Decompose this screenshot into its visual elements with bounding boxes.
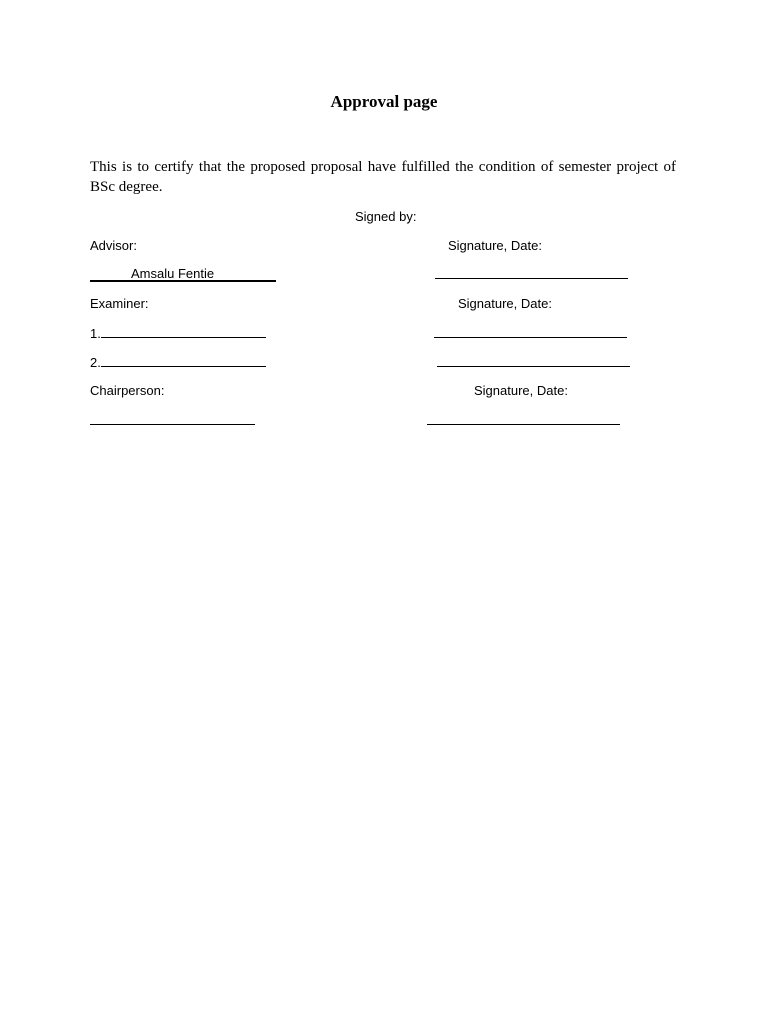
page-title: Approval page	[330, 92, 438, 111]
examiner-signature-line-2	[437, 354, 630, 371]
advisor-name-line	[90, 265, 276, 282]
advisor-signature-line	[435, 266, 628, 283]
advisor-signature-label: Signature, Date:	[448, 238, 542, 253]
chairperson-signature-line	[427, 412, 620, 429]
chairperson-name-line	[90, 412, 255, 429]
examiner-line-2	[90, 354, 266, 371]
examiner-number-1: 1.	[90, 326, 101, 341]
certification-paragraph: This is to certify that the proposed proposal have fulfilled the condition of semester project of BSc degree.	[90, 159, 676, 195]
examiner-signature-line-1	[434, 325, 627, 342]
examiner-line-1	[90, 325, 266, 342]
chairperson-signature-label: Signature, Date:	[474, 383, 568, 398]
examiner-number-2: 2.	[90, 355, 101, 370]
advisor-label: Advisor:	[90, 238, 137, 253]
examiner-signature-label: Signature, Date:	[458, 296, 552, 311]
advisor-name: Amsalu Fentie	[131, 266, 215, 281]
signed-by-label: Signed by:	[355, 209, 417, 224]
chairperson-label: Chairperson:	[90, 383, 165, 398]
examiner-label: Examiner:	[90, 296, 149, 311]
